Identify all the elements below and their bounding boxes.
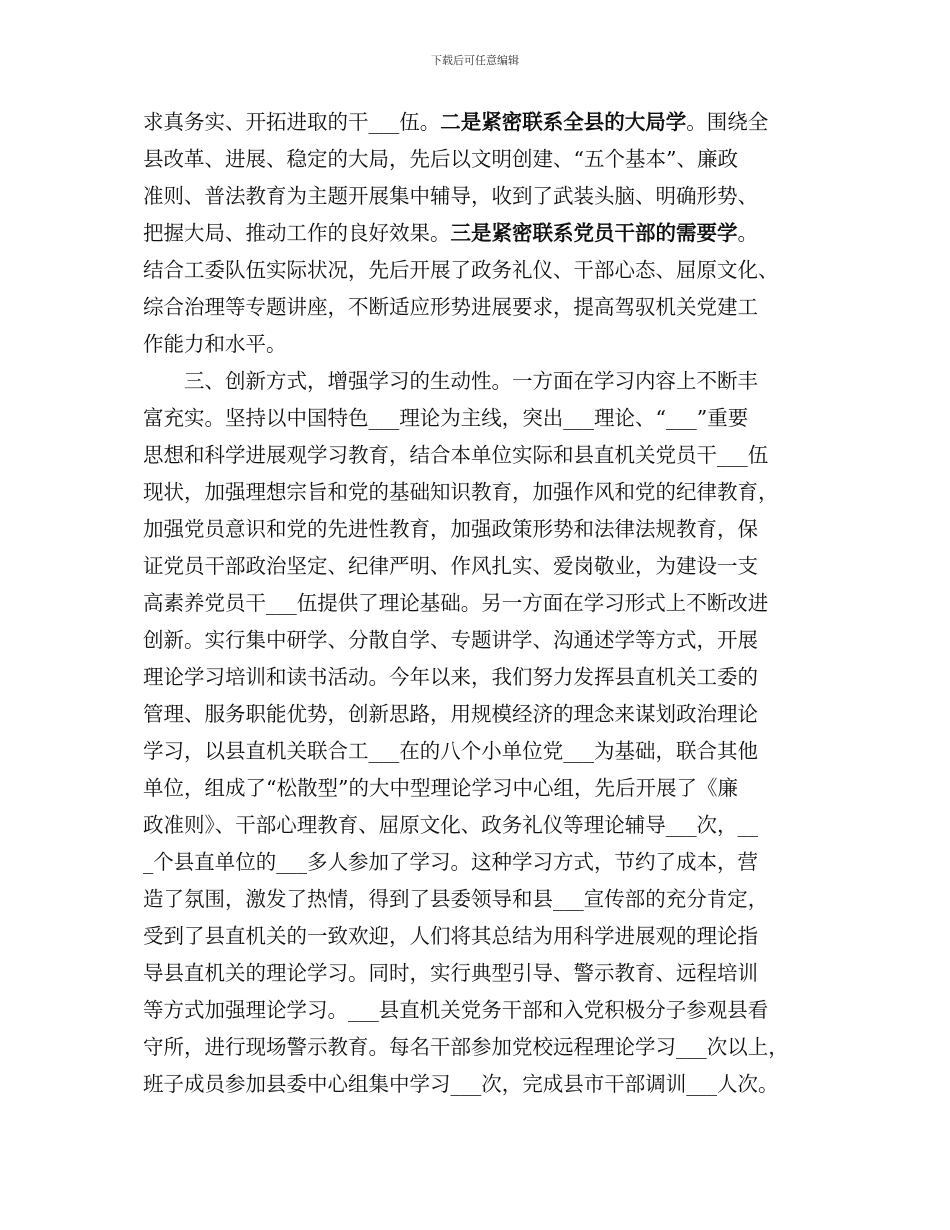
text-line	[143, 844, 811, 881]
text-line	[143, 289, 811, 326]
text-segment: 管理、服务职能优势，创新思路，用规模经济的理念来谋划政治理论	[143, 702, 758, 726]
text-line	[143, 992, 811, 1029]
page-header: 下载后可任意编辑	[431, 54, 519, 67]
body-text	[143, 104, 811, 1103]
text-line	[143, 215, 811, 252]
text-segment: 高素养党员干___伍提供了理论基础。另一方面在学习形式上不断改进	[143, 591, 769, 615]
text-segment: 单位，组成了“松散型”的大中型理论学习中心组，先后开展了《廉	[143, 776, 738, 800]
text-line	[143, 326, 811, 363]
text-segment: 理论学习培训和读书活动。今年以来，我们努力发挥县直机关工委的	[143, 665, 758, 689]
text-segment: 现状，加强理想宗旨和党的基础知识教育，加强作风和党的纪律教育，	[143, 480, 779, 504]
text-segment: 作能力和水平。	[143, 332, 287, 356]
bold-phrase: 二是紧密联系全县的大局学	[440, 110, 687, 134]
text-segment: 证党员干部政治坚定、纪律严明、作风扎实、爱岗敬业，为建设一支	[143, 554, 758, 578]
text-line	[143, 807, 811, 844]
text-segment: 结合工委队伍实际状况，先后开展了政务礼仪、干部心态、屈原文化、	[143, 258, 779, 282]
text-segment: 学习，以县直机关联合工___在的八个小单位党___为基础，联合其他	[143, 739, 758, 763]
text-segment: 思想和科学进展观学习教育，结合本单位实际和县直机关党员干___伍	[143, 443, 769, 467]
text-line	[143, 178, 811, 215]
text-line	[143, 622, 811, 659]
text-segment: 等方式加强理论学习。___县直机关党务干部和入党积极分子参观县看	[143, 998, 769, 1022]
text-line	[143, 400, 811, 437]
text-line	[143, 104, 811, 141]
text-line	[143, 252, 811, 289]
text-segment: _个县直单位的___多人参加了学习。这种学习方式，节约了成本，营	[143, 850, 758, 874]
text-segment: 。	[737, 221, 758, 245]
text-segment: 县改革、进展、稳定的大局，先后以文明创建、“五个基本”、廉政	[143, 147, 738, 171]
text-line	[143, 141, 811, 178]
text-segment: 把握大局、推动工作的良好效果。	[143, 221, 451, 245]
text-segment: 创新。实行集中研学、分散自学、专题讲学、沟通述学等方式，开展	[143, 628, 758, 652]
text-line	[143, 511, 811, 548]
text-line	[143, 585, 811, 622]
text-segment: 综合治理等专题讲座，不断适应形势进展要求，提高驾驭机关党建工	[143, 295, 758, 319]
text-segment: 加强党员意识和党的先进性教育，加强政策形势和法律法规教育，保	[143, 517, 758, 541]
text-segment: 守所，进行现场警示教育。每名干部参加党校远程理论学习___次以上，	[143, 1035, 789, 1059]
text-segment: 富充实。坚持以中国特色___理论为主线，突出___理论、“___”重要	[143, 406, 749, 430]
text-line	[143, 1029, 811, 1066]
text-line	[143, 659, 811, 696]
text-line	[143, 733, 811, 770]
text-line	[143, 918, 811, 955]
text-segment: 导县直机关的理论学习。同时，实行典型引导、警示教育、远程培训	[143, 961, 758, 985]
text-segment: 三、创新方式，增强学习的生动性。一方面在学习内容上不断丰	[184, 369, 758, 393]
text-line	[143, 955, 811, 992]
text-segment: 造了氛围，激发了热情，得到了县委领导和县___宣传部的充分肯定，	[143, 887, 769, 911]
text-line	[143, 474, 811, 511]
text-segment: 政准则》、干部心理教育、屈原文化、政务礼仪等理论辅导___次，__	[143, 813, 758, 837]
text-segment: 准则、普法教育为主题开展集中辅导，收到了武装头脑、明确形势、	[143, 184, 758, 208]
text-line	[143, 1066, 811, 1103]
text-line	[143, 696, 811, 733]
text-segment: 受到了县直机关的一致欢迎，人们将其总结为用科学进展观的理论指	[143, 924, 758, 948]
text-segment: 。围绕全	[686, 110, 769, 134]
text-line	[143, 548, 811, 585]
text-line	[143, 437, 811, 474]
bold-phrase: 三是紧密联系党员干部的需要学	[450, 221, 738, 245]
text-segment: 求真务实、开拓进取的干___伍。	[143, 110, 441, 134]
text-line	[143, 770, 811, 807]
text-line	[143, 881, 811, 918]
text-line	[143, 363, 811, 400]
text-segment: 班子成员参加县委中心组集中学习___次，完成县市干部调训___人次。	[143, 1072, 779, 1096]
